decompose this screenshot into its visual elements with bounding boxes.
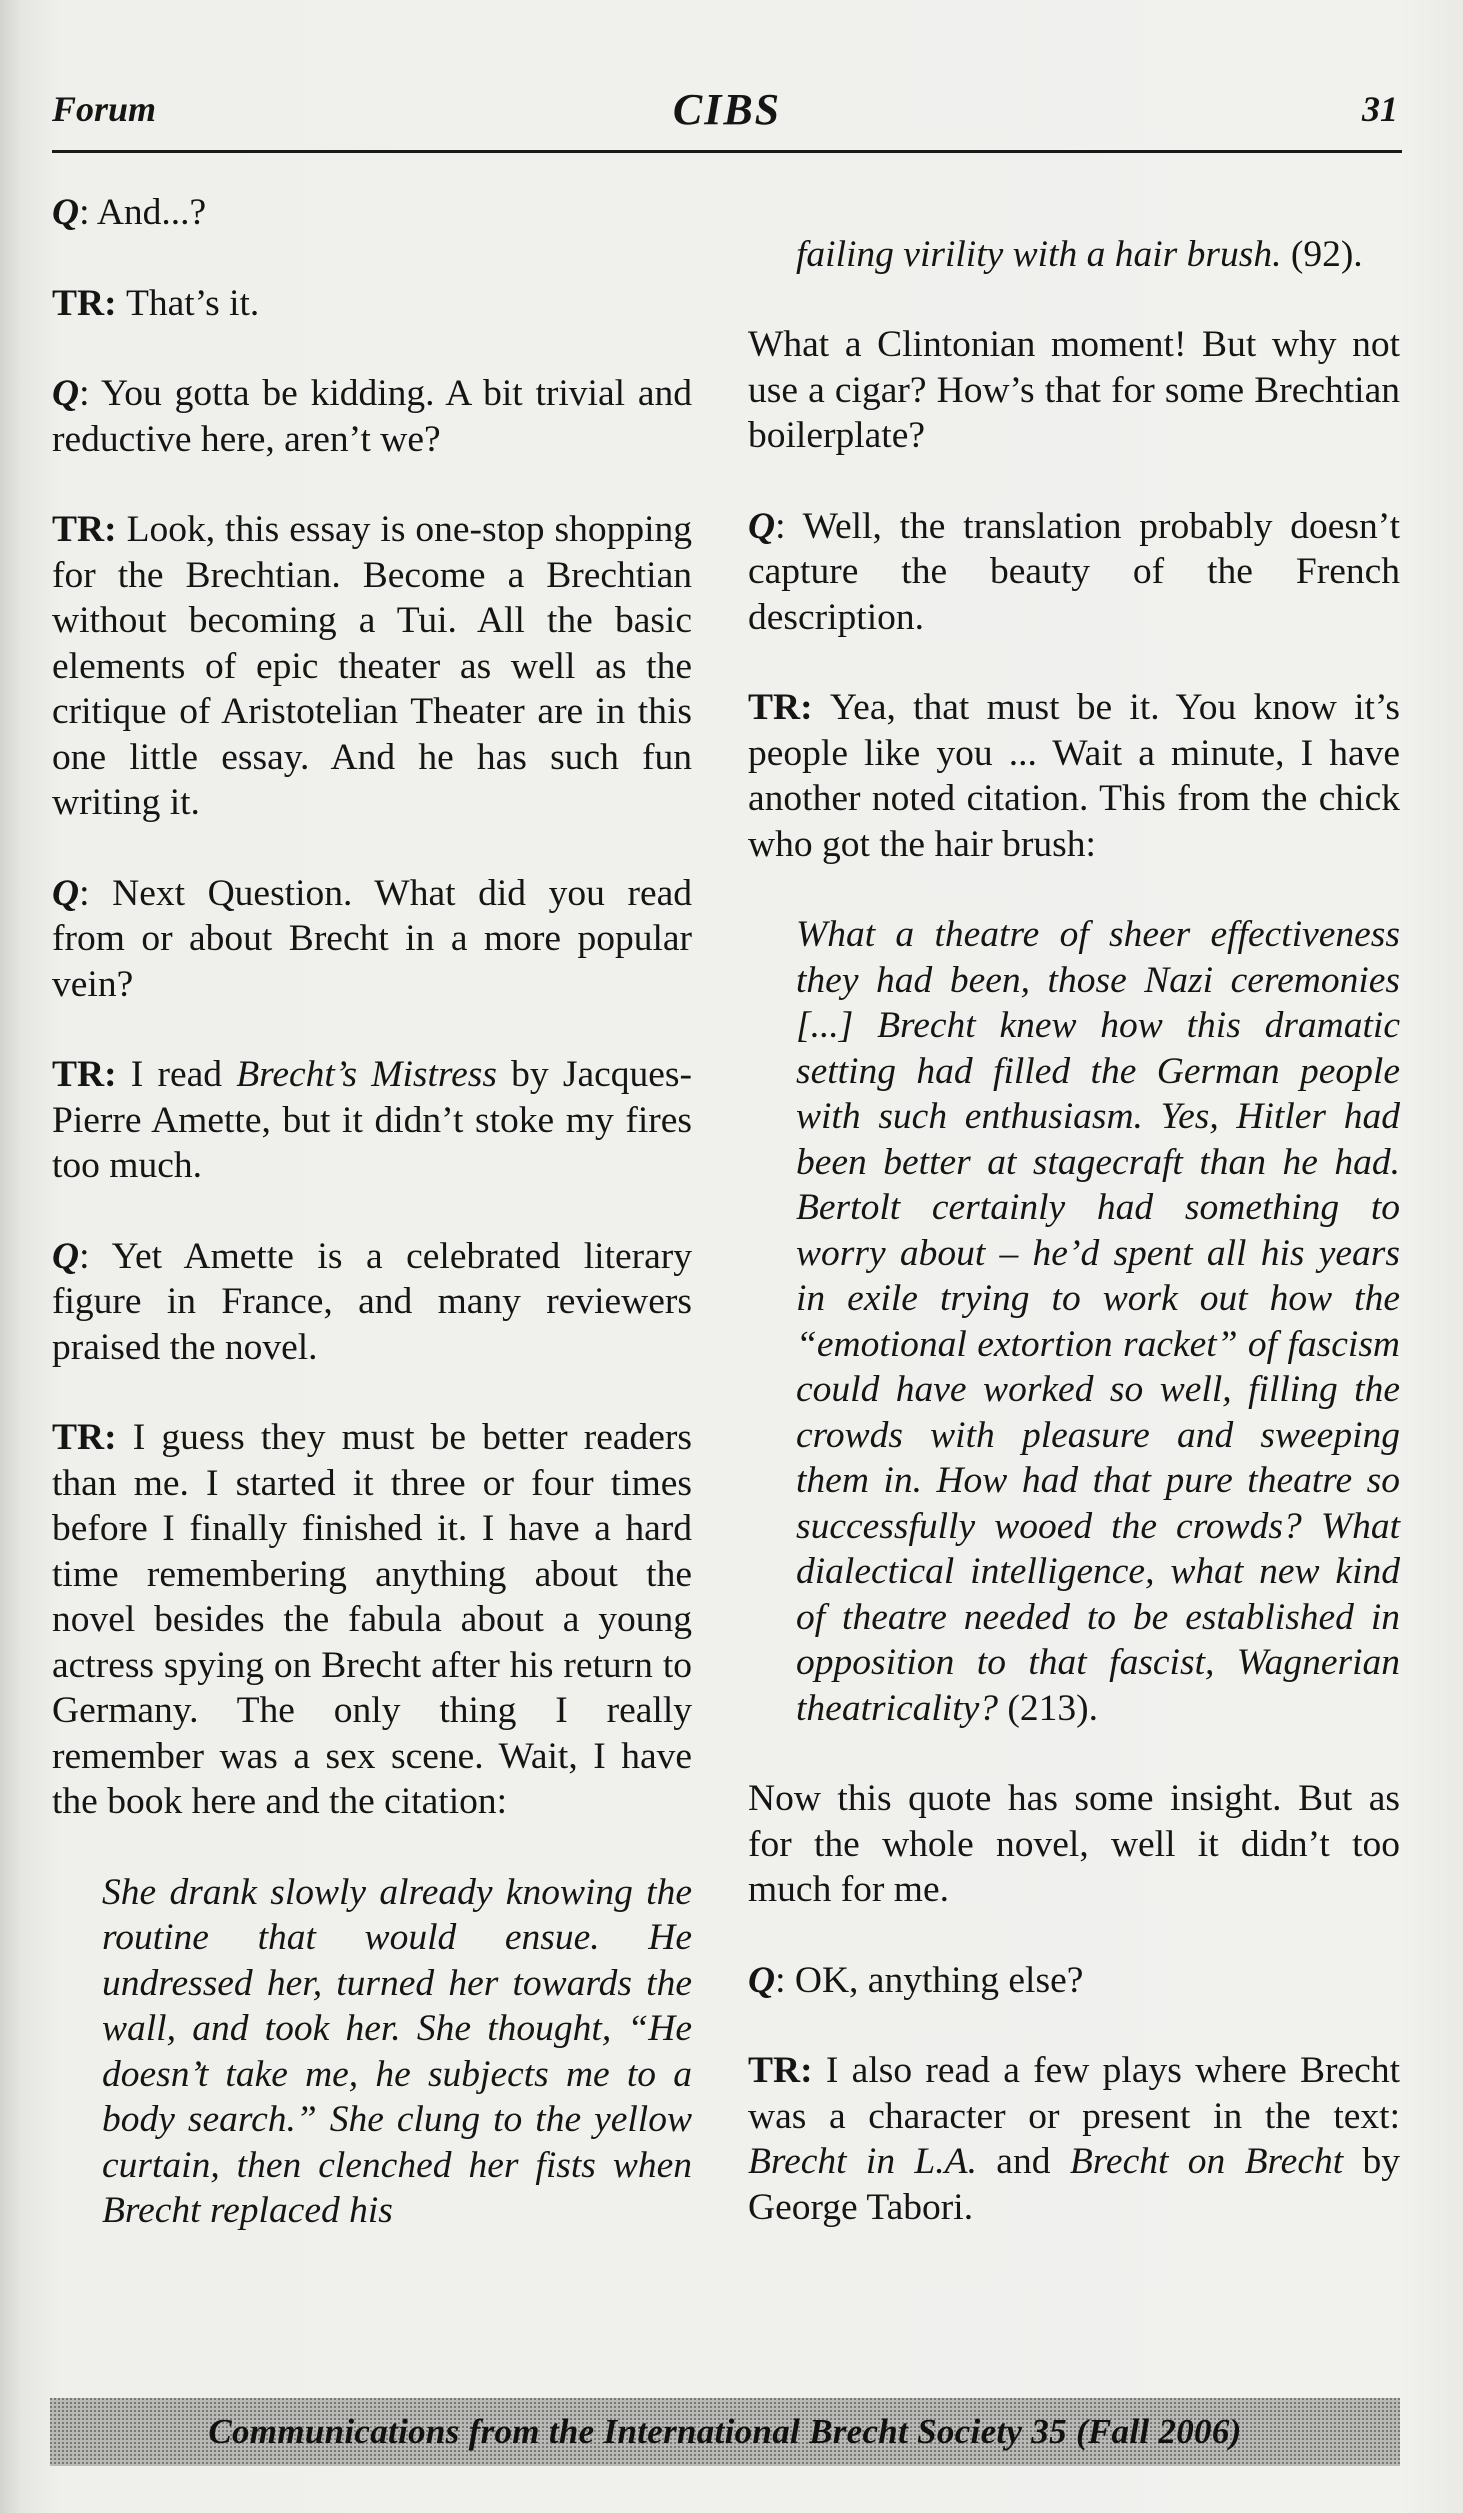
paragraph: Now this quote has some insight. But as for the whole novel, well it didn’t too much for me.: [748, 1778, 1400, 1910]
paragraph: [748, 1958, 1400, 2004]
citation: (92).: [1281, 233, 1363, 275]
paragraph: [52, 1415, 692, 1825]
speaker-q: Q: [748, 505, 776, 547]
play-title: Brecht in L.A.: [748, 2141, 977, 2182]
speaker-tr: TR: [748, 2050, 801, 2091]
speaker-separator: :: [800, 2050, 826, 2091]
speaker-q: Q: [52, 373, 80, 414]
speaker-separator: :: [775, 1959, 795, 2001]
paragraph-text: I read: [130, 1054, 237, 1095]
paragraph-text: by Jacques-Pierre Amette, but it didn’t stoke my fires too much.: [52, 1054, 692, 1186]
paragraph: [748, 504, 1400, 641]
paragraph-text: And...?: [96, 192, 207, 233]
play-title: Brecht on Brecht: [1069, 2141, 1344, 2182]
speaker-q: Q: [52, 1235, 80, 1277]
speaker-tr: TR: [52, 282, 105, 324]
paragraph: [52, 871, 692, 1008]
paragraph-text: That’s it.: [125, 282, 260, 324]
quote-text: What a theatre of sheer effectiveness they had been, those Nazi ceremonies [...] Brecht knew how this dramatic setting had filled the German people with such enthusiasm. Yes, Hitler had been better at stagecraft than he had. Bertolt certainly had something to worry about – he’d spent all his years in exile trying to work out how the “emotional extortion racket” of fascism could have worked so well, filling the crowds with pleasure and sweeping them in. How had that pure theatre so successfully wooed the crowds? What dialectical intelligence, what new kind of theatre needed to be established in opposition to that fascist, Wagnerian theatricality?: [796, 914, 1400, 1729]
speaker-separator: :: [104, 509, 127, 550]
speaker-separator: :: [775, 505, 803, 547]
speaker-tr: TR: [52, 1054, 105, 1095]
paragraph-text: Look, this essay is one-stop shopping for the Brechtian. Become a Brechtian without becoming a Tui. All the basic elements of epic theater as well as the critique of Aristotelian Theater are in this one little essay. And he has such fun writing it.: [52, 509, 692, 823]
paragraph: [52, 507, 692, 826]
block-quote: [796, 912, 1400, 1731]
paragraph-text: and: [976, 2141, 1070, 2182]
quote-text: failing virility with a hair brush.: [796, 233, 1282, 275]
paragraph: [52, 190, 692, 236]
speaker-separator: :: [800, 687, 830, 728]
speaker-separator: :: [79, 1235, 112, 1277]
paragraph: [52, 1052, 692, 1189]
speaker-separator: :: [104, 282, 126, 324]
paragraph-text: I also read a few plays where Brecht was a character or present in the text:: [748, 2050, 1400, 2137]
speaker-separator: :: [104, 1417, 133, 1458]
left-column: [52, 190, 692, 2279]
citation: (213).: [998, 1687, 1099, 1729]
paragraph: What a Clintonian moment! But why not use a cigar? How’s that for some Brechtian boilerplate?: [748, 324, 1400, 456]
running-header: [52, 85, 1402, 153]
paragraph: [52, 371, 692, 462]
speaker-q: Q: [748, 1959, 776, 2001]
paragraph: [52, 281, 692, 327]
paragraph-text: Yea, that must be it. You know it’s people like you ... Wait a minute, I have another noted citation. This from the chick who got the hair brush:: [748, 687, 1400, 865]
paragraph-text: You gotta be kidding. A bit trivial and reductive here, aren’t we?: [52, 373, 692, 460]
speaker-separator: :: [79, 872, 113, 914]
section-name: Forum: [52, 89, 157, 129]
footer-text: Communications from the International Brecht Society 35 (Fall 2006): [208, 2412, 1242, 2451]
page-number: 31: [1362, 89, 1398, 129]
paragraph-text: Well, the translation probably doesn’t capture the beauty of the French description.: [748, 505, 1400, 638]
right-column: [748, 194, 1400, 2230]
speaker-tr: TR: [748, 687, 801, 728]
paragraph-text: Yet Amette is a celebrated literary figure in France, and many reviewers praised the novel.: [52, 1235, 692, 1368]
paragraph-text: I guess they must be better readers than me. I started it three or four times before I finally finished it. I have a hard time remembering anything about the novel besides the fabula about a young actress spying on Brecht after his return to Germany. The only thing I really remember was a sex scene. Wait, I have the book here and the citation:: [52, 1417, 692, 1822]
paragraph-text: OK, anything else?: [794, 1959, 1084, 2001]
paragraph: [748, 685, 1400, 867]
block-quote-continued: [796, 232, 1400, 278]
speaker-q: Q: [52, 872, 80, 914]
speaker-separator: :: [104, 1054, 131, 1095]
speaker-q: Q: [52, 192, 80, 233]
paragraph-text: by George Tabori.: [748, 2141, 1401, 2228]
journal-title: CIBS: [672, 85, 782, 134]
speaker-separator: :: [79, 373, 101, 414]
speaker-tr: TR: [52, 1417, 105, 1458]
journal-footer: [50, 2398, 1400, 2466]
speaker-tr: TR: [52, 509, 105, 550]
block-quote: She drank slowly already knowing the routine that would ensue. He undressed her, turned her towards the wall, and took her. She thought, “He doesn’t take me, he subjects me to a body search.” She clung to the yellow curtain, then clenched her fists when Brecht replaced his: [102, 1871, 692, 2231]
paragraph-text: Next Question. What did you read from or about Brecht in a more popular vein?: [52, 872, 692, 1005]
paragraph: [748, 2048, 1400, 2230]
speaker-separator: :: [79, 192, 97, 233]
book-title: Brecht’s Mistress: [236, 1054, 497, 1095]
paragraph: [52, 1234, 692, 1371]
